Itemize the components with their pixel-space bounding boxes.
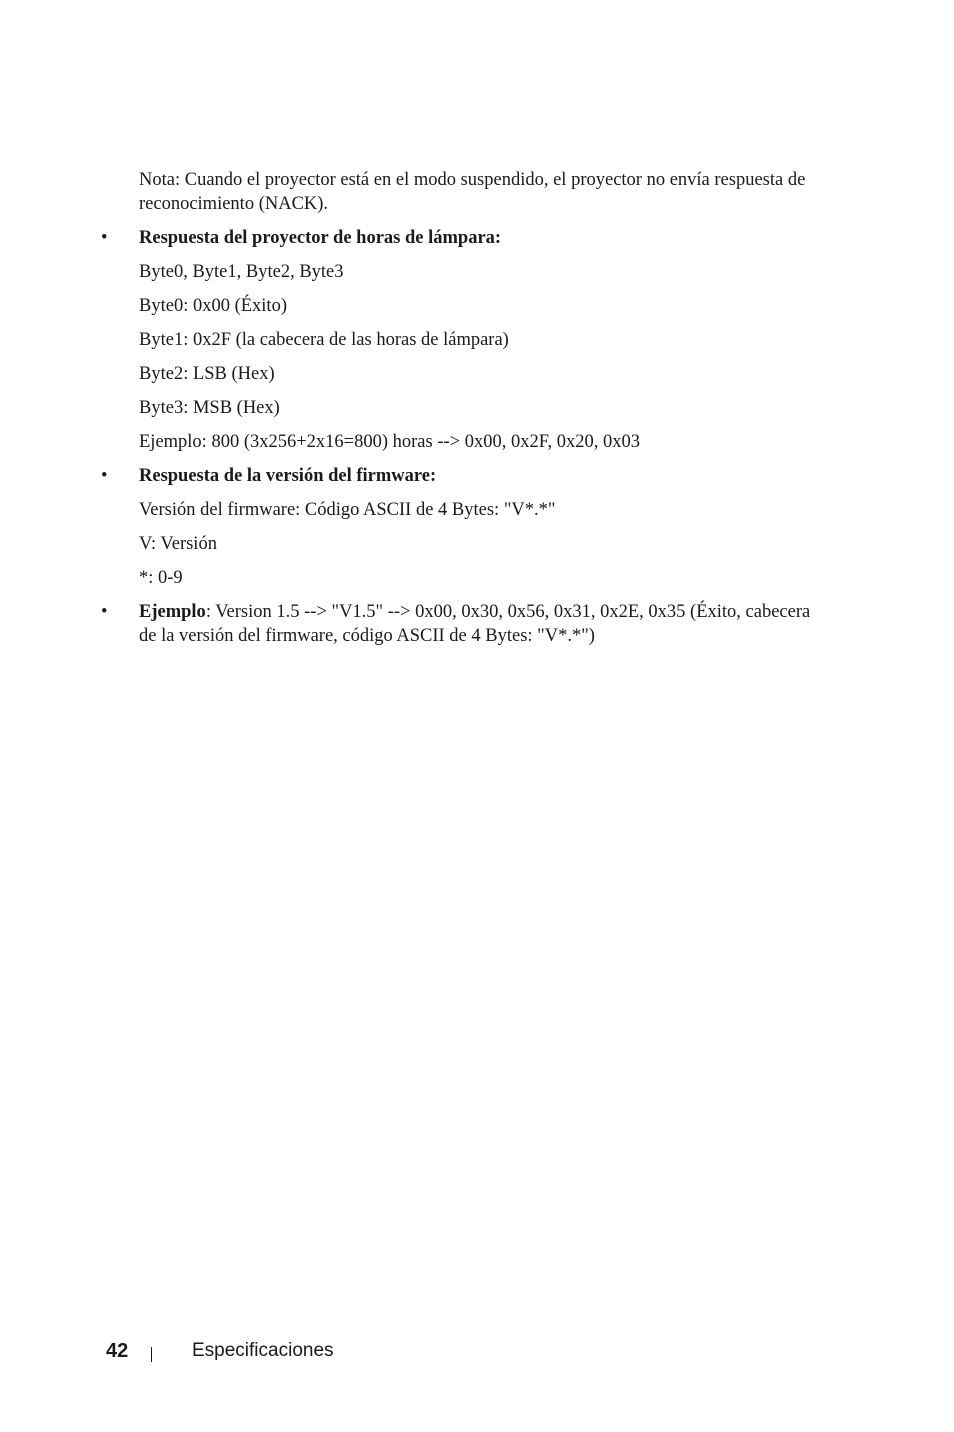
example-paragraph — [139, 600, 829, 648]
firmware-line: Versión del firmware: Código ASCII de 4 Bytes: "V*.*" — [139, 500, 556, 520]
firmware-bullet — [0, 464, 954, 488]
bullet-icon: • — [101, 228, 108, 248]
example-label: Ejemplo — [139, 602, 206, 622]
bullet-icon: • — [101, 466, 108, 486]
firmware-line: V: Versión — [139, 534, 217, 554]
lamp-hours-heading: Respuesta del proyector de horas de lámpara: — [139, 228, 502, 248]
section-title: Especificaciones — [192, 1340, 334, 1361]
footer-divider — [151, 1347, 152, 1362]
lamp-line: Byte3: MSB (Hex) — [139, 398, 280, 418]
example-text: : Version 1.5 --> "V1.5" --> 0x00, 0x30, 0x56, 0x31, 0x2E, 0x35 (Éxito, cabecera de la versión del firmware, código ASCII de 4 Bytes: "V*.*") — [139, 602, 811, 646]
lamp-line: Byte0, Byte1, Byte2, Byte3 — [139, 262, 344, 282]
lamp-line: Ejemplo: 800 (3x256+2x16=800) horas --> 0x00, 0x2F, 0x20, 0x03 — [139, 432, 641, 452]
lamp-line: Byte1: 0x2F (la cabecera de las horas de lámpara) — [139, 330, 509, 350]
lamp-line: Byte0: 0x00 (Éxito) — [139, 296, 287, 316]
page-number: 42 — [106, 1340, 129, 1362]
bullet-icon: • — [101, 602, 108, 622]
firmware-heading: Respuesta de la versión del firmware: — [139, 466, 437, 486]
example-bullet — [0, 600, 954, 648]
page-content — [0, 168, 954, 648]
lamp-line: Byte2: LSB (Hex) — [139, 364, 275, 384]
page-footer — [0, 1338, 954, 1368]
note-paragraph: Nota: Cuando el proyector está en el modo suspendido, el proyector no envía respuesta de reconocimiento (NACK). — [139, 170, 806, 214]
lamp-hours-bullet — [0, 226, 954, 250]
firmware-line: *: 0-9 — [139, 568, 183, 588]
